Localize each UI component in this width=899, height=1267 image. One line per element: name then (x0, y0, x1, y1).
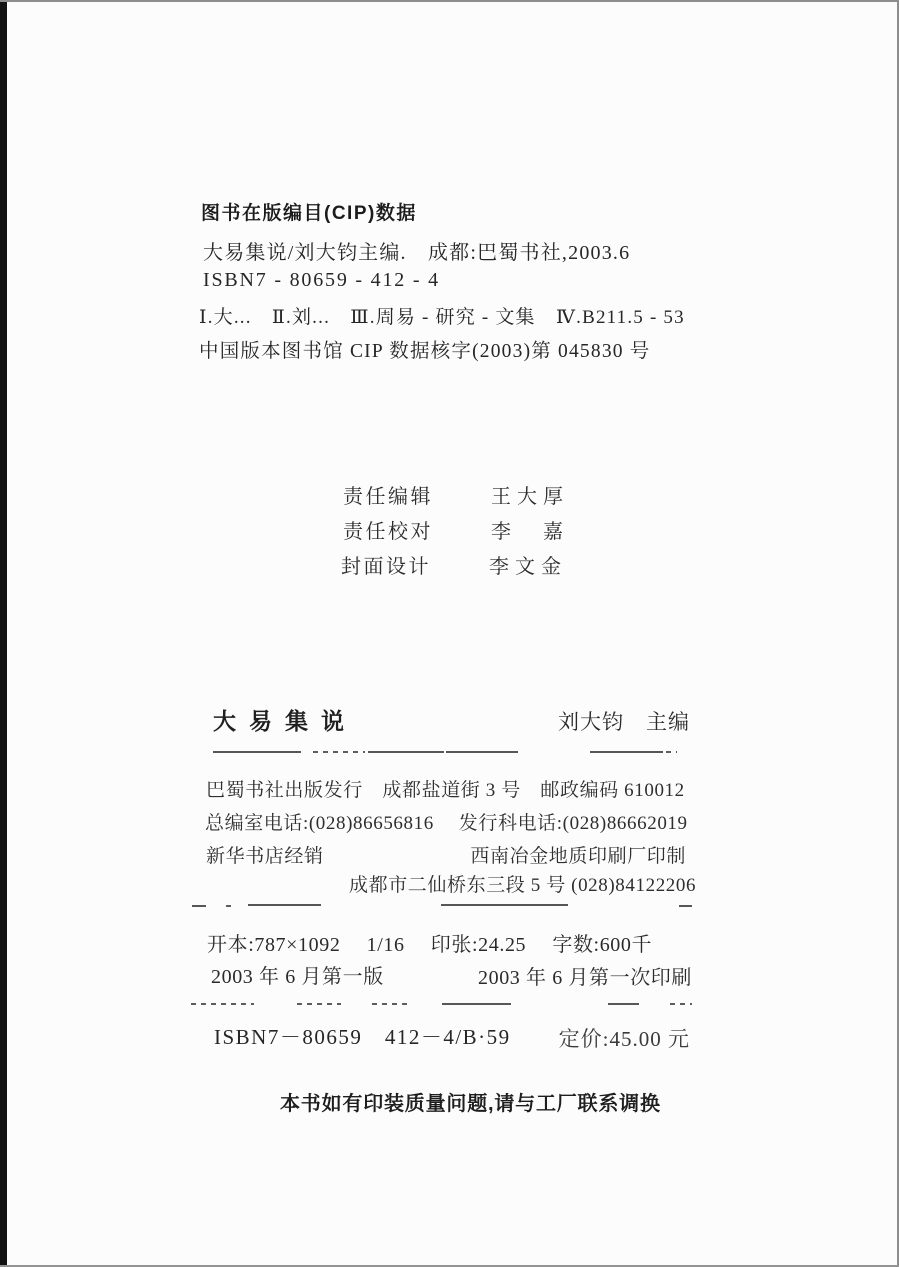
format-spec-line: 开本:787×1092 1/16 印张:24.25 字数:600千 (207, 934, 653, 956)
divider-rule-segment (441, 904, 568, 906)
chief-editor: 刘大钧 主编 (558, 710, 690, 734)
distributor-text: 新华书店经销 (206, 846, 324, 867)
credit-role: 责任编辑 (343, 486, 433, 508)
divider-rule-segment (666, 751, 677, 753)
divider-rule-segment (446, 751, 518, 753)
divider-rule-segment (313, 751, 365, 753)
price-text: 定价:45.00 元 (558, 1027, 690, 1051)
cip-record-line: 中国版本图书馆 CIP 数据核字(2003)第 045830 号 (199, 341, 651, 362)
divider-rule-segment (213, 751, 301, 753)
divider-rule-segment (670, 1003, 692, 1005)
printer-address: 成都市二仙桥东三段 5 号 (028)84122206 (349, 875, 697, 896)
scan-edge-left (0, 0, 7, 1267)
divider-rule-segment (679, 905, 692, 907)
scan-edge-top (0, 0, 899, 2)
publisher-line: 巴蜀书社出版发行 成都盐道街 3 号 邮政编码 610012 (206, 780, 685, 801)
cip-classification-line: Ⅰ.大... Ⅱ.刘... Ⅲ.周易 - 研究 - 文集 Ⅳ.B211.5 - 53 (199, 307, 685, 328)
cip-isbn-line: ISBN7 - 80659 - 412 - 4 (203, 269, 440, 291)
divider-rule-segment (372, 1003, 410, 1005)
divider-rule-segment (191, 1003, 254, 1005)
divider-rule-segment (368, 751, 444, 753)
isbn-text: ISBN7－80659 412－4/B·59 (214, 1025, 511, 1049)
credit-row-proofreader (343, 515, 569, 544)
book-title: 大易集说 (213, 708, 357, 734)
credit-name: 李文金 (489, 556, 567, 578)
divider-rule-segment (226, 905, 235, 907)
quality-note: 本书如有印装质量问题,请与工厂联系调换 (280, 1093, 661, 1115)
divider-rule-segment (297, 1003, 341, 1005)
credit-role: 责任校对 (343, 521, 433, 543)
credit-name: 王大厚 (491, 486, 569, 508)
cip-book-line: 大易集说/刘大钧主编. 成都:巴蜀书社,2003.6 (203, 242, 631, 264)
divider-rule-segment (192, 905, 206, 907)
credit-role: 封面设计 (341, 556, 431, 578)
credit-row-editor (343, 480, 569, 509)
cip-heading: 图书在版编目(CIP)数据 (201, 203, 417, 224)
divider-rule-segment (442, 1003, 511, 1005)
credit-name: 李 嘉 (491, 521, 569, 543)
divider-rule-segment (590, 751, 663, 753)
divider-rule-segment (248, 904, 321, 906)
edition-text: 2003 年 6 月第一版 (211, 966, 384, 988)
divider-rule-segment (608, 1003, 639, 1005)
publisher-phones-line: 总编室电话:(028)86656816 发行科电话:(028)86662019 (205, 813, 688, 834)
printer-text: 西南冶金地质印刷厂印制 (470, 846, 686, 867)
credit-row-cover-designer (341, 550, 567, 579)
print-run-text: 2003 年 6 月第一次印刷 (478, 967, 692, 989)
